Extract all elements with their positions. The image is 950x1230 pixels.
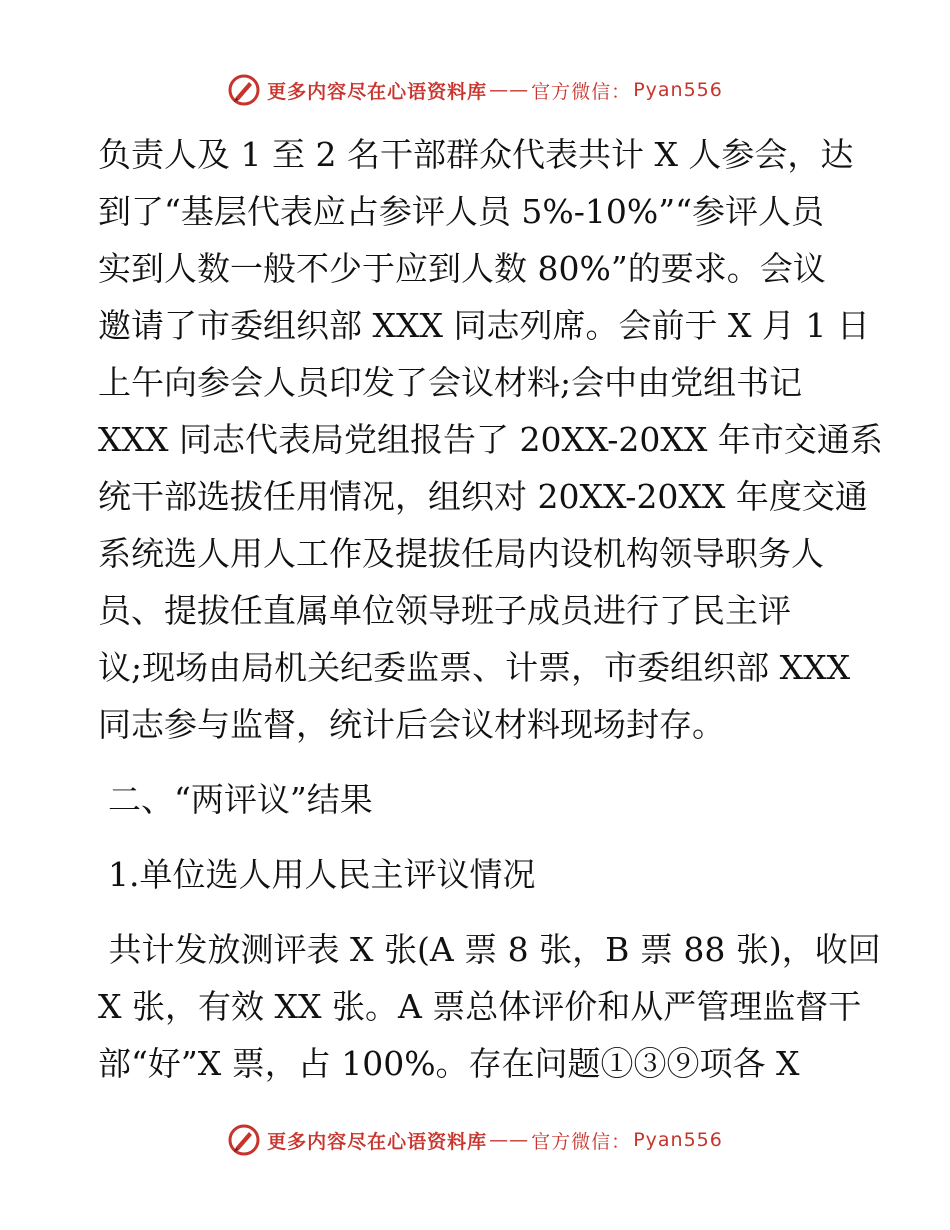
text-line: 员、提拔任直属单位领导班子成员进行了民主评 bbox=[98, 591, 791, 630]
subsection-heading: 1.单位选人用人民主评议情况 bbox=[108, 855, 536, 894]
watermark-dash: —— bbox=[489, 1129, 530, 1151]
watermark-banner-top bbox=[0, 70, 950, 110]
document-body bbox=[98, 126, 883, 1092]
text-line: XXX 同志代表局党组报告了 20XX-20XX 年市交通系 bbox=[98, 420, 883, 459]
text-line: 议;现场由局机关纪委监票、计票，市委组织部 XXX bbox=[98, 648, 851, 687]
pen-logo-icon bbox=[227, 73, 261, 107]
watermark-wechat-id: Pyan556 bbox=[633, 1129, 723, 1151]
section-heading: 二、“两评议”结果 bbox=[108, 780, 373, 819]
text-line: 共计发放测评表 X 张(A 票 8 张，B 票 88 张)，收回 bbox=[98, 930, 881, 969]
watermark-site: 更多内容尽在心语资料库 bbox=[267, 80, 488, 103]
watermark-dash: —— bbox=[489, 79, 530, 101]
text-line: 实到人数一般不少于应到人数 80%”的要求。会议 bbox=[98, 249, 826, 288]
text-line: 负责人及 1 至 2 名干部群众代表共计 X 人参会，达 bbox=[98, 135, 854, 174]
paragraph-results bbox=[98, 921, 881, 1092]
text-line: X 张，有效 XX 张。A 票总体评价和从严管理监督干 bbox=[98, 987, 862, 1026]
text-line: 到了“基层代表应占参评人员 5%-10%”“参评人员 bbox=[98, 192, 824, 231]
text-line: 上午向参会人员印发了会议材料;会中由党组书记 bbox=[98, 363, 803, 402]
text-line: 邀请了市委组织部 XXX 同志列席。会前于 X 月 1 日 bbox=[98, 306, 870, 345]
watermark-site: 更多内容尽在心语资料库 bbox=[267, 1130, 488, 1153]
text-line: 同志参与监督，统计后会议材料现场封存。 bbox=[98, 705, 725, 744]
text-line: 系统选人用人工作及提拔任局内设机构领导职务人 bbox=[98, 534, 824, 573]
watermark-wechat-id: Pyan556 bbox=[633, 79, 723, 101]
watermark-wechat-label: 官方微信： bbox=[531, 80, 632, 103]
text-line: 部“好”X 票，占 100%。存在问题①③⑨项各 X bbox=[98, 1044, 800, 1083]
watermark-wechat-label: 官方微信： bbox=[531, 1130, 632, 1153]
watermark-banner-bottom bbox=[0, 1120, 950, 1160]
paragraph-meeting-details bbox=[98, 126, 883, 753]
text-line: 统干部选拔任用情况，组织对 20XX-20XX 年度交通 bbox=[98, 477, 868, 516]
pen-logo-icon bbox=[227, 1123, 261, 1157]
